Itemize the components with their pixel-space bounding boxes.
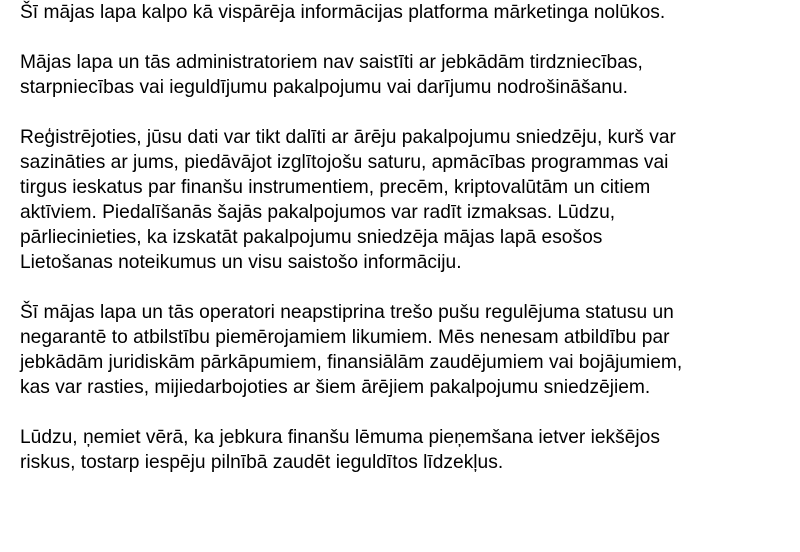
risk-warning-paragraph: Lūdzu, ņemiet vērā, ka jebkura finanšu lēmuma pieņemšana ietver iekšējos riskus, tostarp iespēju pilnībā zaudēt ieguldītos līdzekļus. xyxy=(20,427,660,473)
data-sharing-paragraph: Reģistrējoties, jūsu dati var tikt dalīti ar ārēju pakalpojumu sniedzēju, kurš var sazināties ar jums, piedāvājot izglītojošu saturu, apmācības programmas vai tirgus ieskatus par finanšu instrumentiem, precēm, kriptovalūtām un citiem aktīviem. Piedalīšanās šajās pakalpojumos var radīt izmaksas. Lūdzu, pārliecinieties, ka izskatāt pakalpojumu sniedzēja mājas lapā esošos Lietošanas noteikumus un visu saistošo informāciju. xyxy=(20,127,676,273)
affiliation-paragraph: Mājas lapa un tās administratoriem nav saistīti ar jebkādām tirdzniecības, starpniecības vai ieguldījumu pakalpojumu vai darījumu nodrošināšanu. xyxy=(20,52,643,98)
liability-paragraph: Šī mājas lapa un tās operatori neapstiprina trešo pušu regulējuma statusu un negarantē to atbilstību piemērojamiem likumiem. Mēs nenesam atbildību par jebkādām juridiskām pārkāpumiem, finansiālām zaudējumiem vai bojājumiem, kas var rasties, mijiedarbojoties ar šiem ārējiem pakalpojumu sniedzējiem. xyxy=(20,302,683,398)
disclaimer-document xyxy=(20,0,790,475)
intro-paragraph: Šī mājas lapa kalpo kā vispārēja informācijas platforma mārketinga nolūkos. xyxy=(20,2,666,23)
